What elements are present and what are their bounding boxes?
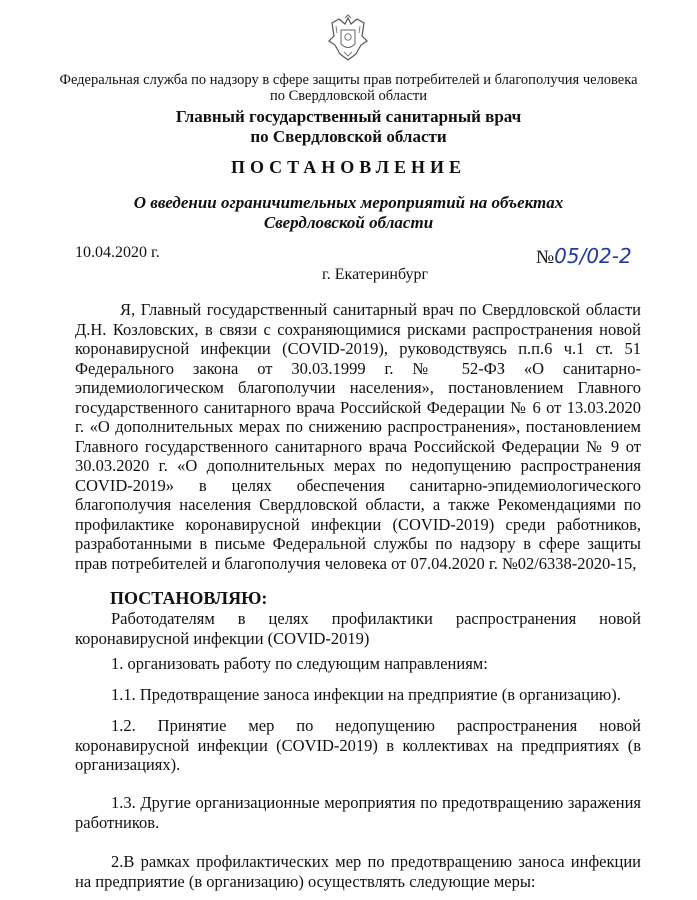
subject-line-2: Свердловской области (263, 213, 434, 232)
intro-paragraph: Работодателям в целях профилактики распространения новой коронавирусной инфекции (COVID-2019) (75, 609, 641, 648)
item-1-2: 1.2. Принятие мер по недопущению распространения новой коронавирусной инфекции (COVID-2019) в коллективах на предприятиях (в организациях). (75, 716, 641, 774)
subject-line-1: О введении ограничительных мероприятий на объектах (133, 193, 564, 212)
item-2: 2.В рамках профилактических мер по предотвращению заноса инфекции на предприятие (в организацию) осуществлять следующие меры: (75, 852, 641, 891)
item-1-3: 1.3. Другие организационные мероприятия по предотвращению заражения работников. (75, 793, 641, 832)
agency-name (0, 72, 697, 104)
preamble-paragraph: Я, Главный государственный санитарный врач по Свердловской области Д.Н. Козловских, в связи с сохраняющимися рисками распространения новой коронавирусной инфекции (COVID-2019), руководствуясь п.п.6 ч.1 ст. 51 Федерального закона от 30.03.1999 г. № 52-ФЗ «О санитарно-эпидемиологическом благополучии населения», постановлением Главного государственного санитарного врача Российской Федерации № 6 от 13.03.2020 г. «О дополнительных мерах по снижению распространения», постановлением Главного государственного санитарного врача Российской Федерации № 9 от 30.03.2020 г. «О дополнительных мерах по недопущению распространения COVID-2019» в целях обеспечения санитарно-эпидемиологического благополучия населения Свердловской области, а также Рекомендациями по профилактике коронавирусной инфекции (COVID-2019) среди работников, разработанными в письме Федеральной службы по надзору в сфере защиты прав потребителей и благополучия человека от 07.04.2020 г. №02/6338-2020-15, (75, 300, 641, 573)
document-date: 10.04.2020 г. (75, 244, 160, 261)
document-city: г. Екатеринбург (322, 266, 429, 283)
agency-line-2: по Свердловской области (269, 88, 428, 104)
item-1-1: 1.1. Предотвращение заноса инфекции на предприятие (в организацию). (111, 685, 621, 704)
issuer-line-2: по Свердловской области (250, 127, 447, 146)
document-subject (0, 193, 697, 233)
item-1: 1. организовать работу по следующим направлениям: (111, 654, 488, 673)
decree-heading: ПОСТАНОВЛЯЮ: (110, 588, 268, 608)
document-number (536, 244, 632, 269)
handwritten-number: 05/02-2 (554, 244, 632, 268)
coat-of-arms-emblem (325, 14, 371, 64)
issuer-line-1: Главный государственный санитарный врач (175, 107, 522, 126)
agency-line-1: Федеральная служба по надзору в сфере защиты прав потребителей и благополучия человека (59, 72, 638, 88)
number-sign: № (536, 247, 555, 268)
document-type: ПОСТАНОВЛЕНИЕ (230, 157, 467, 177)
issuer-title (0, 107, 697, 147)
